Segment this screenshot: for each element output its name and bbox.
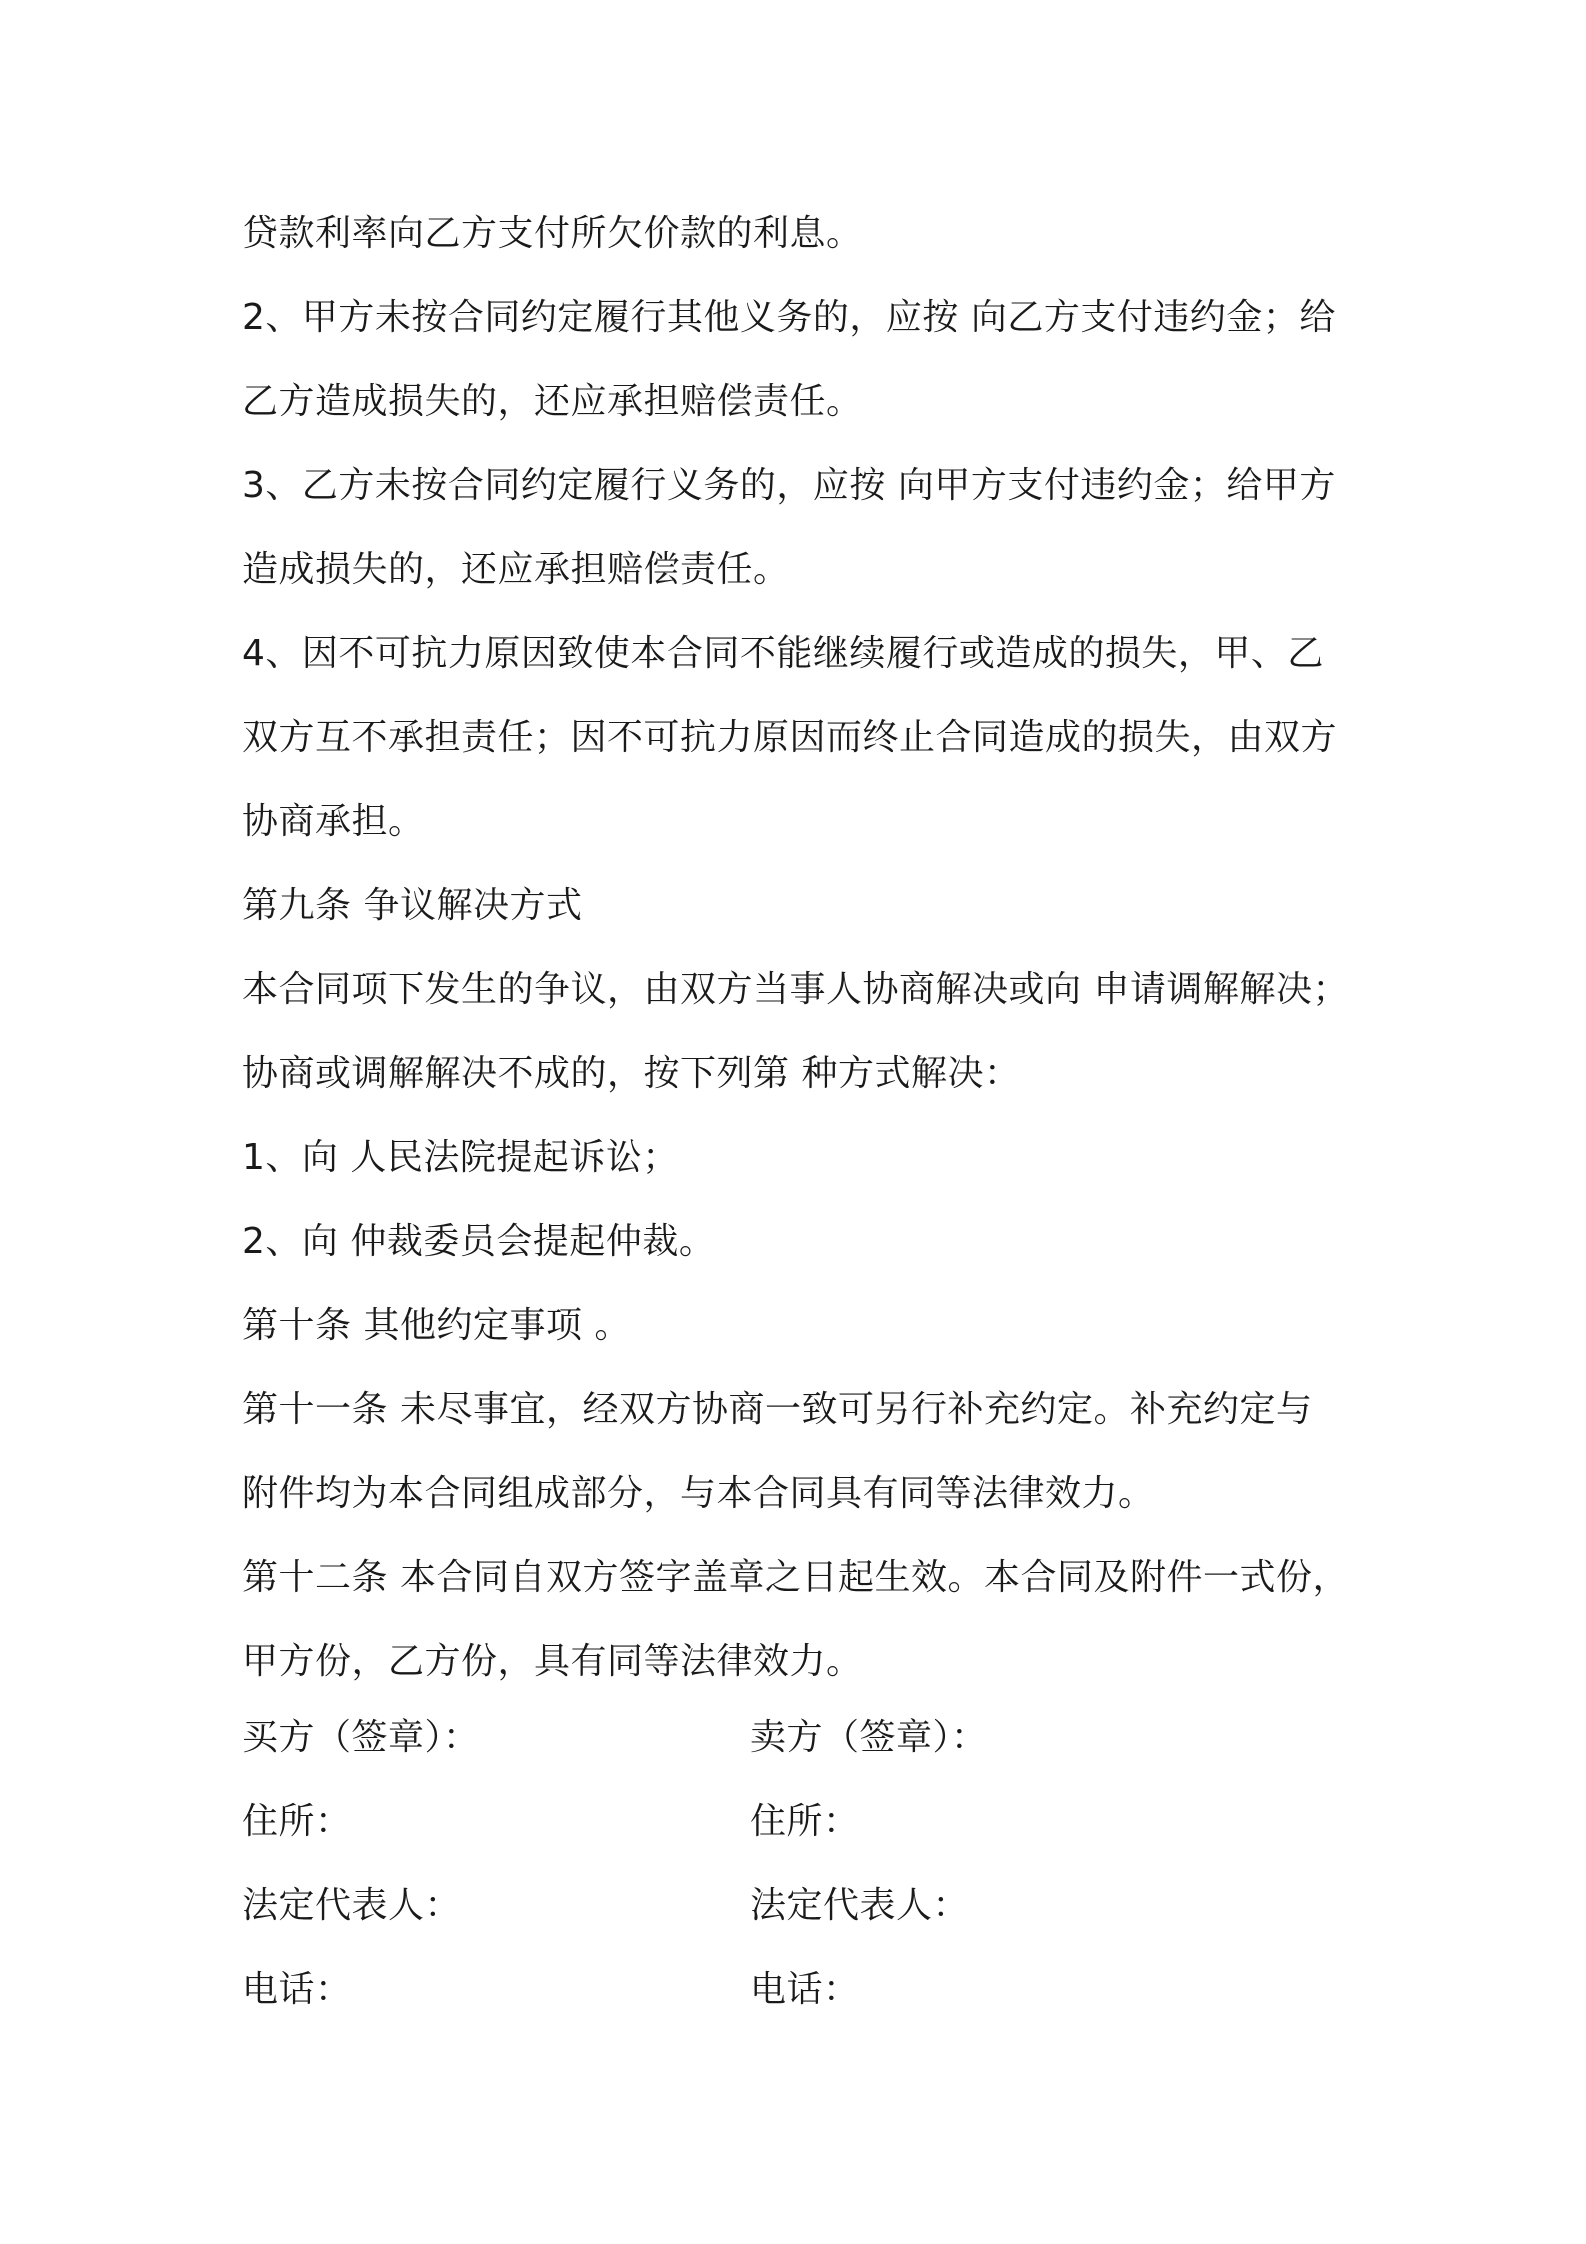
- text-line-clause-4-part-3: 协商承担。: [242, 801, 425, 842]
- article-11-part-2: 附件均为本合同组成部分，与本合同具有同等法律效力。: [242, 1473, 1155, 1514]
- signature-row-phone: [242, 1948, 1372, 2032]
- text-line-interest: 贷款利率向乙方支付所欠价款的利息。: [242, 213, 863, 254]
- seller-sign-label: 卖方（签章）：: [750, 1717, 988, 1758]
- seller-representative-label: 法定代表人：: [750, 1885, 970, 1926]
- text-line-dispute-part-2: 协商或调解解决不成的，按下列第 种方式解决：: [242, 1053, 1021, 1094]
- article-10-heading: 第十条 其他约定事项 。: [242, 1305, 631, 1346]
- buyer-phone-label: 电话：: [242, 1969, 352, 2010]
- article-9-heading: 第九条 争议解决方式: [242, 885, 583, 926]
- article-11-part-1: 第十一条 未尽事宜，经双方协商一致可另行补充约定。补充约定与: [242, 1389, 1313, 1430]
- text-line-litigation: 1、向 人民法院提起诉讼；: [242, 1137, 679, 1178]
- buyer-sign-label: 买方（签章）：: [242, 1717, 480, 1758]
- text-line-clause-4-part-1: 4、因不可抗力原因致使本合同不能继续履行或造成的损失，甲、乙: [242, 633, 1324, 674]
- text-line-clause-2-part-2: 乙方造成损失的，还应承担赔偿责任。: [242, 381, 863, 422]
- signature-row-representative: [242, 1864, 1372, 1948]
- text-line-clause-3-part-2: 造成损失的，还应承担赔偿责任。: [242, 549, 790, 590]
- text-line-dispute-part-1: 本合同项下发生的争议，由双方当事人协商解决或向 申请调解解决；: [242, 969, 1349, 1010]
- buyer-representative-label: 法定代表人：: [242, 1885, 462, 1926]
- signature-block: [242, 1696, 1372, 2032]
- text-line-clause-3-part-1: 3、乙方未按合同约定履行义务的，应按 向甲方支付违约金；给甲方: [242, 465, 1336, 506]
- buyer-address-label: 住所：: [242, 1801, 352, 1842]
- seller-phone-label: 电话：: [750, 1969, 860, 2010]
- signature-row-sign: [242, 1696, 1372, 1780]
- contract-body: [242, 192, 1372, 1704]
- text-line-arbitration: 2、向 仲裁委员会提起仲裁。: [242, 1221, 716, 1262]
- text-line-clause-4-part-2: 双方互不承担责任；因不可抗力原因而终止合同造成的损失，由双方: [242, 717, 1338, 758]
- article-12-part-1: 第十二条 本合同自双方签字盖章之日起生效。本合同及附件一式份，: [242, 1557, 1349, 1598]
- signature-row-address: [242, 1780, 1372, 1864]
- article-12-part-2: 甲方份，乙方份，具有同等法律效力。: [242, 1641, 863, 1682]
- seller-address-label: 住所：: [750, 1801, 860, 1842]
- text-line-clause-2-part-1: 2、甲方未按合同约定履行其他义务的，应按 向乙方支付违约金；给: [242, 297, 1336, 338]
